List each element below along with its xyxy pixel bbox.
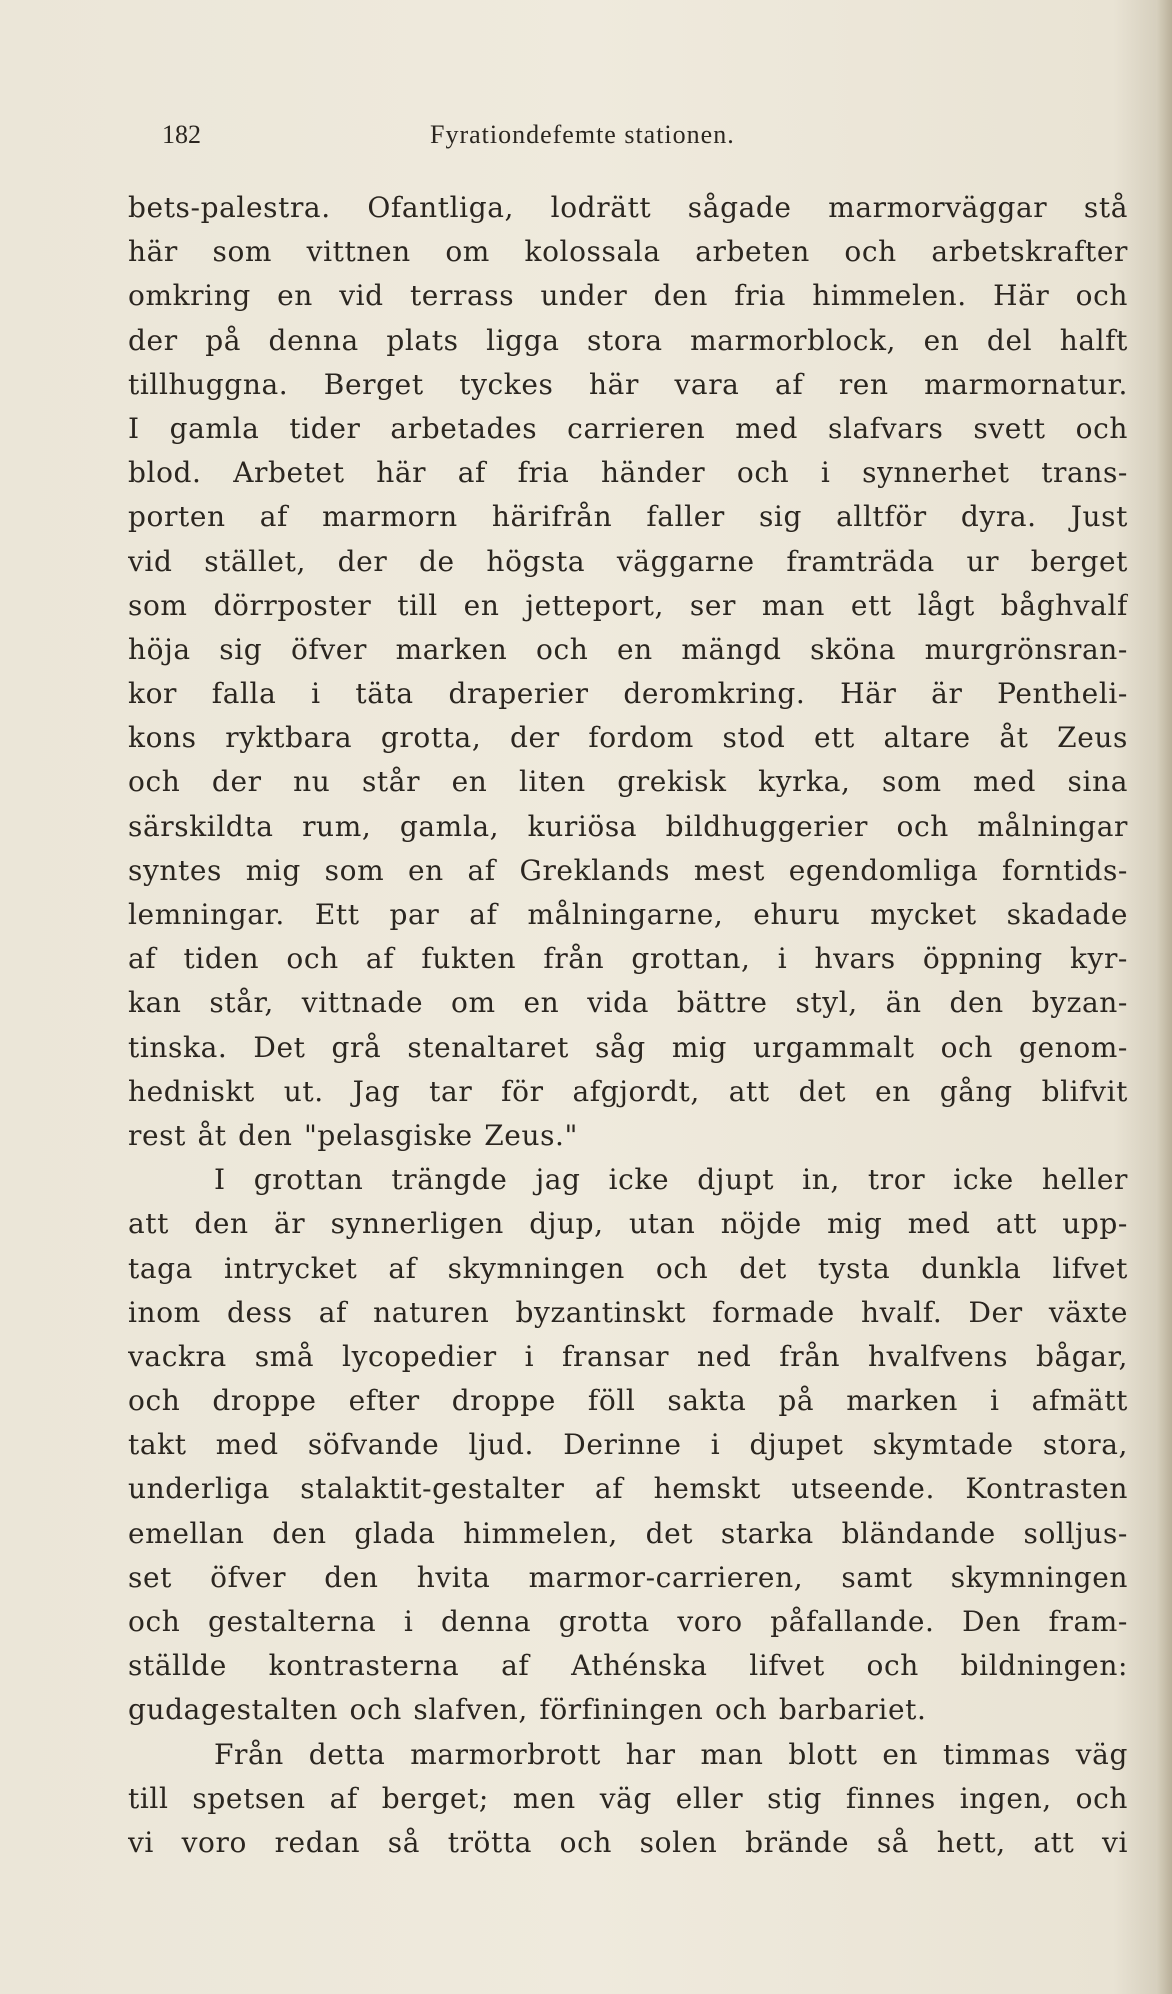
text-line: omkring en vid terrass under den fria himmelen. Här och xyxy=(128,279,1128,313)
text-line: takt med söfvande ljud. Derinne i djupet skymtade stora, xyxy=(128,1428,1128,1462)
text-line: tinska. Det grå stenaltaret såg mig urgammalt och genom- xyxy=(128,1030,1128,1064)
text-line: I gamla tider arbetades carrieren med slafvars svett och xyxy=(128,411,1128,445)
text-line: emellan den glada himmelen, det starka bländande solljus- xyxy=(128,1516,1128,1550)
text-line: I grottan trängde jag icke djupt in, tror icke heller xyxy=(214,1163,1128,1197)
text-line: kons ryktbara grotta, der fordom stod ett altare åt Zeus xyxy=(128,721,1128,755)
text-line: och der nu står en liten grekisk kyrka, som med sina xyxy=(128,765,1128,799)
text-line: särskildta rum, gamla, kuriösa bildhuggerier och målningar xyxy=(128,809,1128,843)
text-line: gudagestalten och slafven, förfiningen och barbariet. xyxy=(128,1693,927,1727)
text-line: taga intrycket af skymningen och det tysta dunkla lifvet xyxy=(128,1251,1128,1285)
text-line: hedniskt ut. Jag tar för afgjordt, att det en gång blifvit xyxy=(128,1074,1128,1108)
text-line: att den är synnerligen djup, utan nöjde mig med att upp- xyxy=(128,1207,1128,1241)
body-text xyxy=(128,186,1128,1865)
text-line: af tiden och af fukten från grottan, i hvars öppning kyr- xyxy=(128,942,1128,976)
text-line: lemningar. Ett par af målningarne, ehuru mycket skadade xyxy=(128,898,1128,931)
text-line: som dörrposter till en jetteport, ser man ett lågt båghvalf xyxy=(128,588,1128,622)
text-line: blod. Arbetet här af fria händer och i synnerhet trans- xyxy=(128,456,1128,490)
text-line: vi voro redan så trötta och solen brände så hett, att vi xyxy=(128,1825,1128,1859)
text-line: här som vittnen om kolossala arbeten och arbetskrafter xyxy=(128,235,1128,269)
text-line: tillhuggna. Berget tyckes här vara af ren marmornatur. xyxy=(128,367,1128,401)
text-line: der på denna plats ligga stora marmorblock, en del halft xyxy=(128,323,1128,357)
text-line: ställde kontrasterna af Athénska lifvet och bildningen: xyxy=(128,1649,1128,1683)
text-line: bets-palestra. Ofantliga, lodrätt sågade marmorväggar stå xyxy=(128,191,1128,224)
text-line: kan står, vittnade om en vida bättre styl, än den byzan- xyxy=(128,986,1128,1020)
running-title: Fyrationdefemte stationen. xyxy=(430,120,735,149)
text-line: underliga stalaktit-gestalter af hemskt utseende. Kontrasten xyxy=(128,1472,1128,1506)
page-edge xyxy=(1156,0,1172,1994)
text-line: syntes mig som en af Greklands mest egendomliga forntids- xyxy=(128,853,1128,887)
page-number: 182 xyxy=(162,120,201,149)
text-line: porten af marmorn härifrån faller sig alltför dyra. Just xyxy=(128,500,1128,534)
text-line: inom dess af naturen byzantinskt formade hvalf. Der växte xyxy=(128,1295,1128,1329)
text-line: set öfver den hvita marmor-carrieren, samt skymningen xyxy=(128,1560,1128,1594)
text-line: och droppe efter droppe föll sakta på marken i afmätt xyxy=(128,1384,1128,1418)
text-line: rest åt den "pelasgiske Zeus." xyxy=(128,1118,579,1152)
text-line: vackra små lycopedier i fransar ned från hvalfvens bågar, xyxy=(128,1339,1128,1373)
text-line: kor falla i täta draperier deromkring. Här är Pentheli- xyxy=(128,677,1128,711)
text-line: höja sig öfver marken och en mängd sköna murgrönsran- xyxy=(128,632,1128,666)
text-line: Från detta marmorbrott har man blott en timmas väg xyxy=(214,1737,1128,1771)
text-line: vid stället, der de högsta väggarne framträda ur berget xyxy=(128,544,1128,578)
text-line: till spetsen af berget; men väg eller stig finnes ingen, och xyxy=(128,1781,1128,1815)
text-line: och gestalterna i denna grotta voro påfallande. Den fram- xyxy=(128,1605,1128,1638)
